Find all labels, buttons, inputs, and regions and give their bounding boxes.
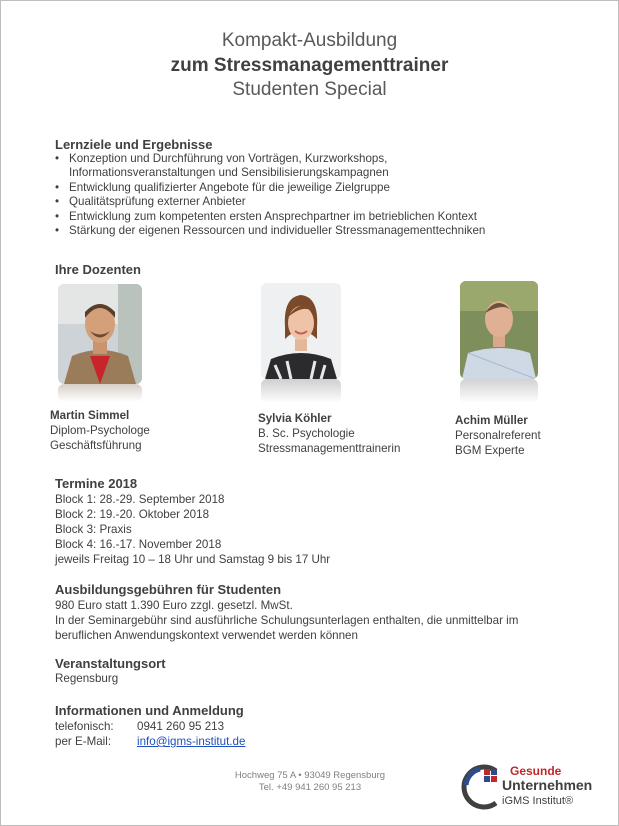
logo-line-1: Gesunde bbox=[510, 764, 562, 778]
photo-reflection bbox=[58, 384, 142, 402]
lecturer-caption-2 bbox=[258, 411, 400, 456]
goal-item-continuation: Informationsveranstaltungen und Sensibilisierungskampagnen bbox=[69, 166, 389, 180]
venue-heading: Veranstaltungsort bbox=[55, 656, 166, 671]
lecturer-name: Achim Müller bbox=[455, 414, 528, 427]
lecturer-role: Diplom-Psychologe bbox=[50, 424, 150, 437]
goal-item: • Konzeption und Durchführung von Vorträgen, Kurzworkshops, bbox=[55, 152, 485, 166]
date-line: Block 1: 28.-29. September 2018 bbox=[55, 493, 225, 506]
venue-city: Regensburg bbox=[55, 672, 119, 685]
lecturer-caption-1 bbox=[50, 408, 150, 453]
date-line: Block 3: Praxis bbox=[55, 523, 132, 536]
email-link[interactable]: info@igms-institut.de bbox=[137, 735, 246, 748]
goal-item: • Entwicklung zum kompetenten ersten Ansprechpartner im betrieblichen Kontext bbox=[55, 210, 485, 224]
lecturer-photo-achim-mueller bbox=[460, 281, 538, 379]
lecturer-photo-sylvia-koehler bbox=[261, 283, 341, 379]
email-label: per E-Mail: bbox=[55, 735, 112, 748]
phone-number: 0941 260 95 213 bbox=[137, 720, 225, 733]
title-line-2: zum Stressmanagementtrainer bbox=[170, 55, 449, 76]
date-line: jeweils Freitag 10 – 18 Uhr und Samstag 9 bis 17 Uhr bbox=[55, 553, 331, 566]
photo-reflection bbox=[261, 379, 341, 403]
logo-line-2: Unternehmen bbox=[502, 777, 593, 793]
address-line: Hochweg 75 A • 93049 Regensburg bbox=[234, 770, 386, 781]
fee-line: beruflichen Anwendungskontext verwendet werden können bbox=[55, 629, 358, 642]
goals-list bbox=[55, 152, 485, 238]
title-line-3: Studenten Special bbox=[232, 79, 387, 100]
logo-mark-icon bbox=[460, 763, 610, 811]
dates-heading: Termine 2018 bbox=[55, 476, 138, 491]
lecturer-role: BGM Experte bbox=[455, 444, 525, 457]
title-line-1: Kompakt-Ausbildung bbox=[221, 30, 398, 51]
lecturer-name: Martin Simmel bbox=[50, 409, 130, 422]
fees-heading: Ausbildungsgebühren für Studenten bbox=[55, 582, 282, 597]
contact-heading: Informationen und Anmeldung bbox=[55, 703, 244, 718]
date-line: Block 2: 19.-20. Oktober 2018 bbox=[55, 508, 210, 521]
lecturer-name: Sylvia Köhler bbox=[258, 412, 332, 425]
lecturer-photo-martin-simmel bbox=[58, 284, 142, 384]
goal-item: • Qualitätsprüfung externer Anbieter bbox=[55, 195, 485, 209]
fee-line: In der Seminargebühr sind ausführliche Schulungsunterlagen enthalten, die unmittelbar im bbox=[55, 614, 519, 627]
gesunde-unternehmen-logo bbox=[460, 763, 610, 811]
goal-item: • Entwicklung qualifizierter Angebote für die jeweilige Zielgruppe bbox=[55, 181, 485, 195]
lecturer-role: Personalreferent bbox=[455, 429, 541, 442]
date-line: Block 4: 16.-17. November 2018 bbox=[55, 538, 222, 551]
logo-line-3: iGMS Institut® bbox=[502, 795, 574, 807]
lecturer-caption-3 bbox=[455, 413, 541, 458]
fees-text bbox=[55, 598, 518, 643]
phone-label: telefonisch: bbox=[55, 720, 114, 733]
goals-heading: Lernziele und Ergebnisse bbox=[55, 137, 213, 152]
lecturer-role: B. Sc. Psychologie bbox=[258, 427, 355, 440]
lecturer-role: Geschäftsführung bbox=[50, 439, 142, 452]
lecturers-heading: Ihre Dozenten bbox=[55, 262, 141, 277]
footer-address bbox=[200, 770, 420, 794]
photo-reflection bbox=[460, 379, 538, 403]
telephone-line: Tel. +49 941 260 95 213 bbox=[258, 782, 362, 793]
goal-item: • Stärkung der eigenen Ressourcen und individueller Stressmanagementtechniken bbox=[55, 224, 485, 238]
dates-list bbox=[55, 492, 330, 567]
lecturer-role: Stressmanagementtrainerin bbox=[258, 442, 401, 455]
fee-line: 980 Euro statt 1.390 Euro zzgl. gesetzl. MwSt. bbox=[55, 599, 293, 612]
